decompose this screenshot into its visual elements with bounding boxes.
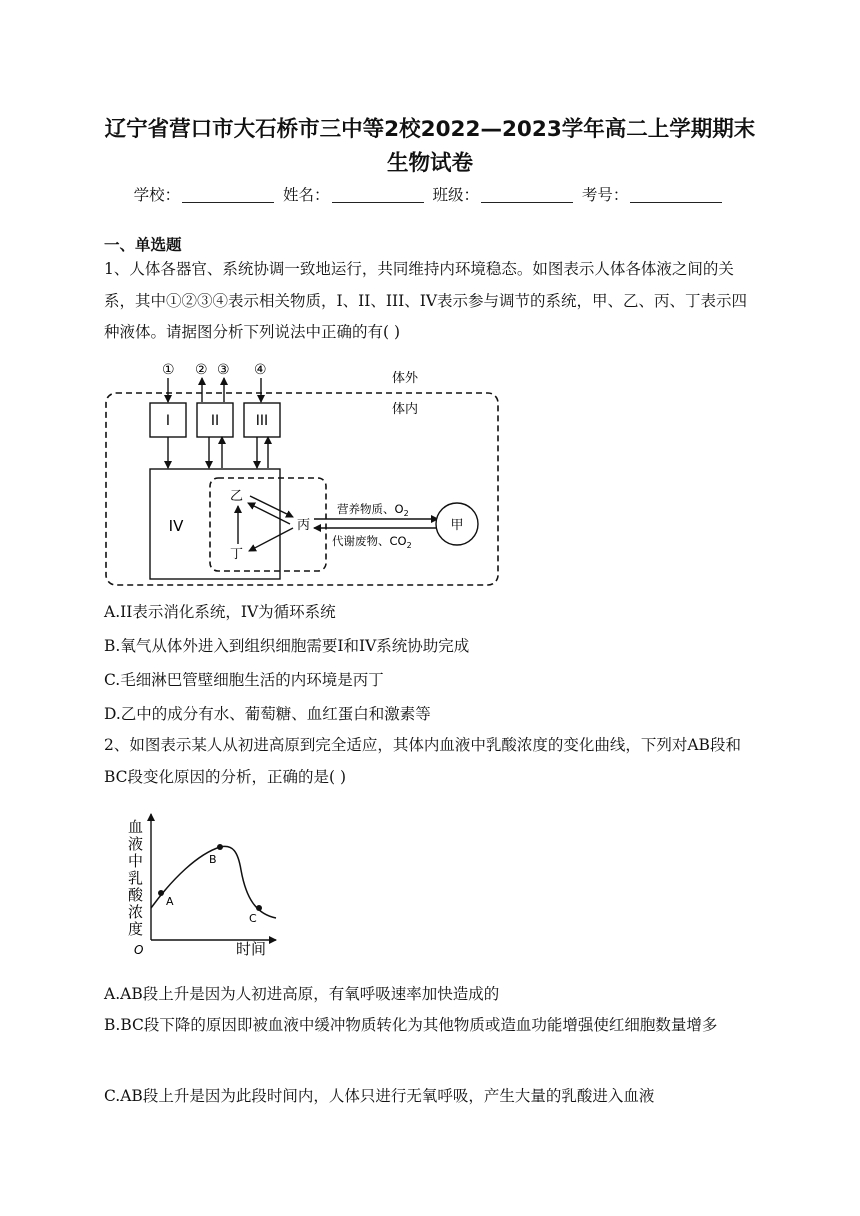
x-axis-label: 时间 [236, 940, 267, 958]
y-label-7: 度 [128, 920, 144, 938]
point-c-label: C [249, 912, 257, 925]
nutrients-label: 营养物质、$O_2$ [337, 502, 409, 518]
y-label-5: 酸 [128, 886, 144, 904]
q2-option-b: B.BC段下降的原因即被血液中缓冲物质转化为其他物质或造血功能增强使红细胞数量增多 [104, 1016, 718, 1034]
q1-diagram [100, 356, 510, 592]
point-c [256, 905, 262, 911]
class-label: 班级： [432, 186, 479, 204]
fluid-ding: 丁 [230, 547, 244, 562]
q1-option-c: C.毛细淋巴管壁细胞生活的内环境是丙丁 [104, 671, 384, 689]
q2-graph [118, 808, 288, 958]
exam-title-line1: 辽宁省营口市大石桥市三中等2校2022—2023学年高二上学期期末 [104, 117, 756, 142]
q2-option-c: C.AB段上升是因为此段时间内，人体只进行无氧呼吸，产生大量的乳酸进入血液 [104, 1087, 655, 1105]
cell-jia-label: 甲 [450, 518, 464, 533]
origin-label: O [134, 943, 144, 957]
section-title: 一、单选题 [104, 236, 182, 254]
q2-stem: 2、如图表示某人从初进高原到完全适应，其体内血液中乳酸浓度的变化曲线，下列对AB段和BC段变化原因的分析，正确的是( ) [104, 736, 741, 786]
student-info-row [0, 183, 860, 205]
substance-3: ③ [217, 362, 230, 378]
arrow-bing-to-ding [249, 528, 293, 551]
y-label-1: 血 [128, 818, 144, 836]
y-label-2: 液 [128, 835, 144, 853]
system-II-label: II [210, 413, 220, 429]
exam-no-blank[interactable] [630, 186, 722, 203]
exam-no-label: 考号： [581, 186, 629, 204]
substance-1: ① [162, 362, 175, 378]
point-b [217, 844, 223, 850]
school-label: 学校： [133, 186, 181, 204]
q1-option-a: A.II表示消化系统，IV为循环系统 [104, 603, 336, 621]
system-IV-label: IV [168, 517, 184, 535]
substance-4: ④ [254, 362, 267, 378]
outside-label: 体外 [392, 371, 419, 386]
name-label: 姓名： [283, 186, 330, 204]
q1-option-b: B.氧气从体外进入到组织细胞需要I和IV系统协助完成 [104, 637, 470, 655]
q2-option-a: A.AB段上升是因为人初进高原，有氧呼吸速率加快造成的 [104, 985, 500, 1003]
point-a-label: A [166, 895, 174, 908]
class-blank[interactable] [481, 186, 573, 203]
name-blank[interactable] [332, 186, 424, 203]
q1-stem: 1、人体各器官、系统协调一致地运行，共同维持内环境稳态。如图表示人体各体液之间的关系，其中①②③④表示相关物质，I、II、III、IV表示参与调节的系统，甲、乙、丙、丁表示四种液体。请据图分析下列说法中正确的有( ) [104, 260, 748, 341]
school-blank[interactable] [182, 186, 274, 203]
exam-title-line2: 生物试卷 [386, 151, 473, 176]
inside-label: 体内 [392, 402, 419, 417]
y-label-6: 浓 [128, 903, 144, 921]
y-label-3: 中 [128, 852, 144, 870]
system-III-label: III [255, 413, 269, 429]
arrow-bing-to-yi [248, 503, 290, 524]
substance-2: ② [195, 362, 208, 378]
system-I-label: I [165, 413, 171, 429]
waste-label: 代谢废物、$CO_2$ [332, 534, 412, 550]
q1-option-d: D.乙中的成分有水、葡萄糖、血红蛋白和激素等 [104, 705, 431, 723]
point-a [158, 890, 164, 896]
y-label-4: 乳 [128, 869, 144, 887]
fluid-yi: 乙 [230, 489, 244, 504]
point-b-label: B [209, 853, 217, 866]
fluid-bing: 丙 [297, 518, 311, 533]
